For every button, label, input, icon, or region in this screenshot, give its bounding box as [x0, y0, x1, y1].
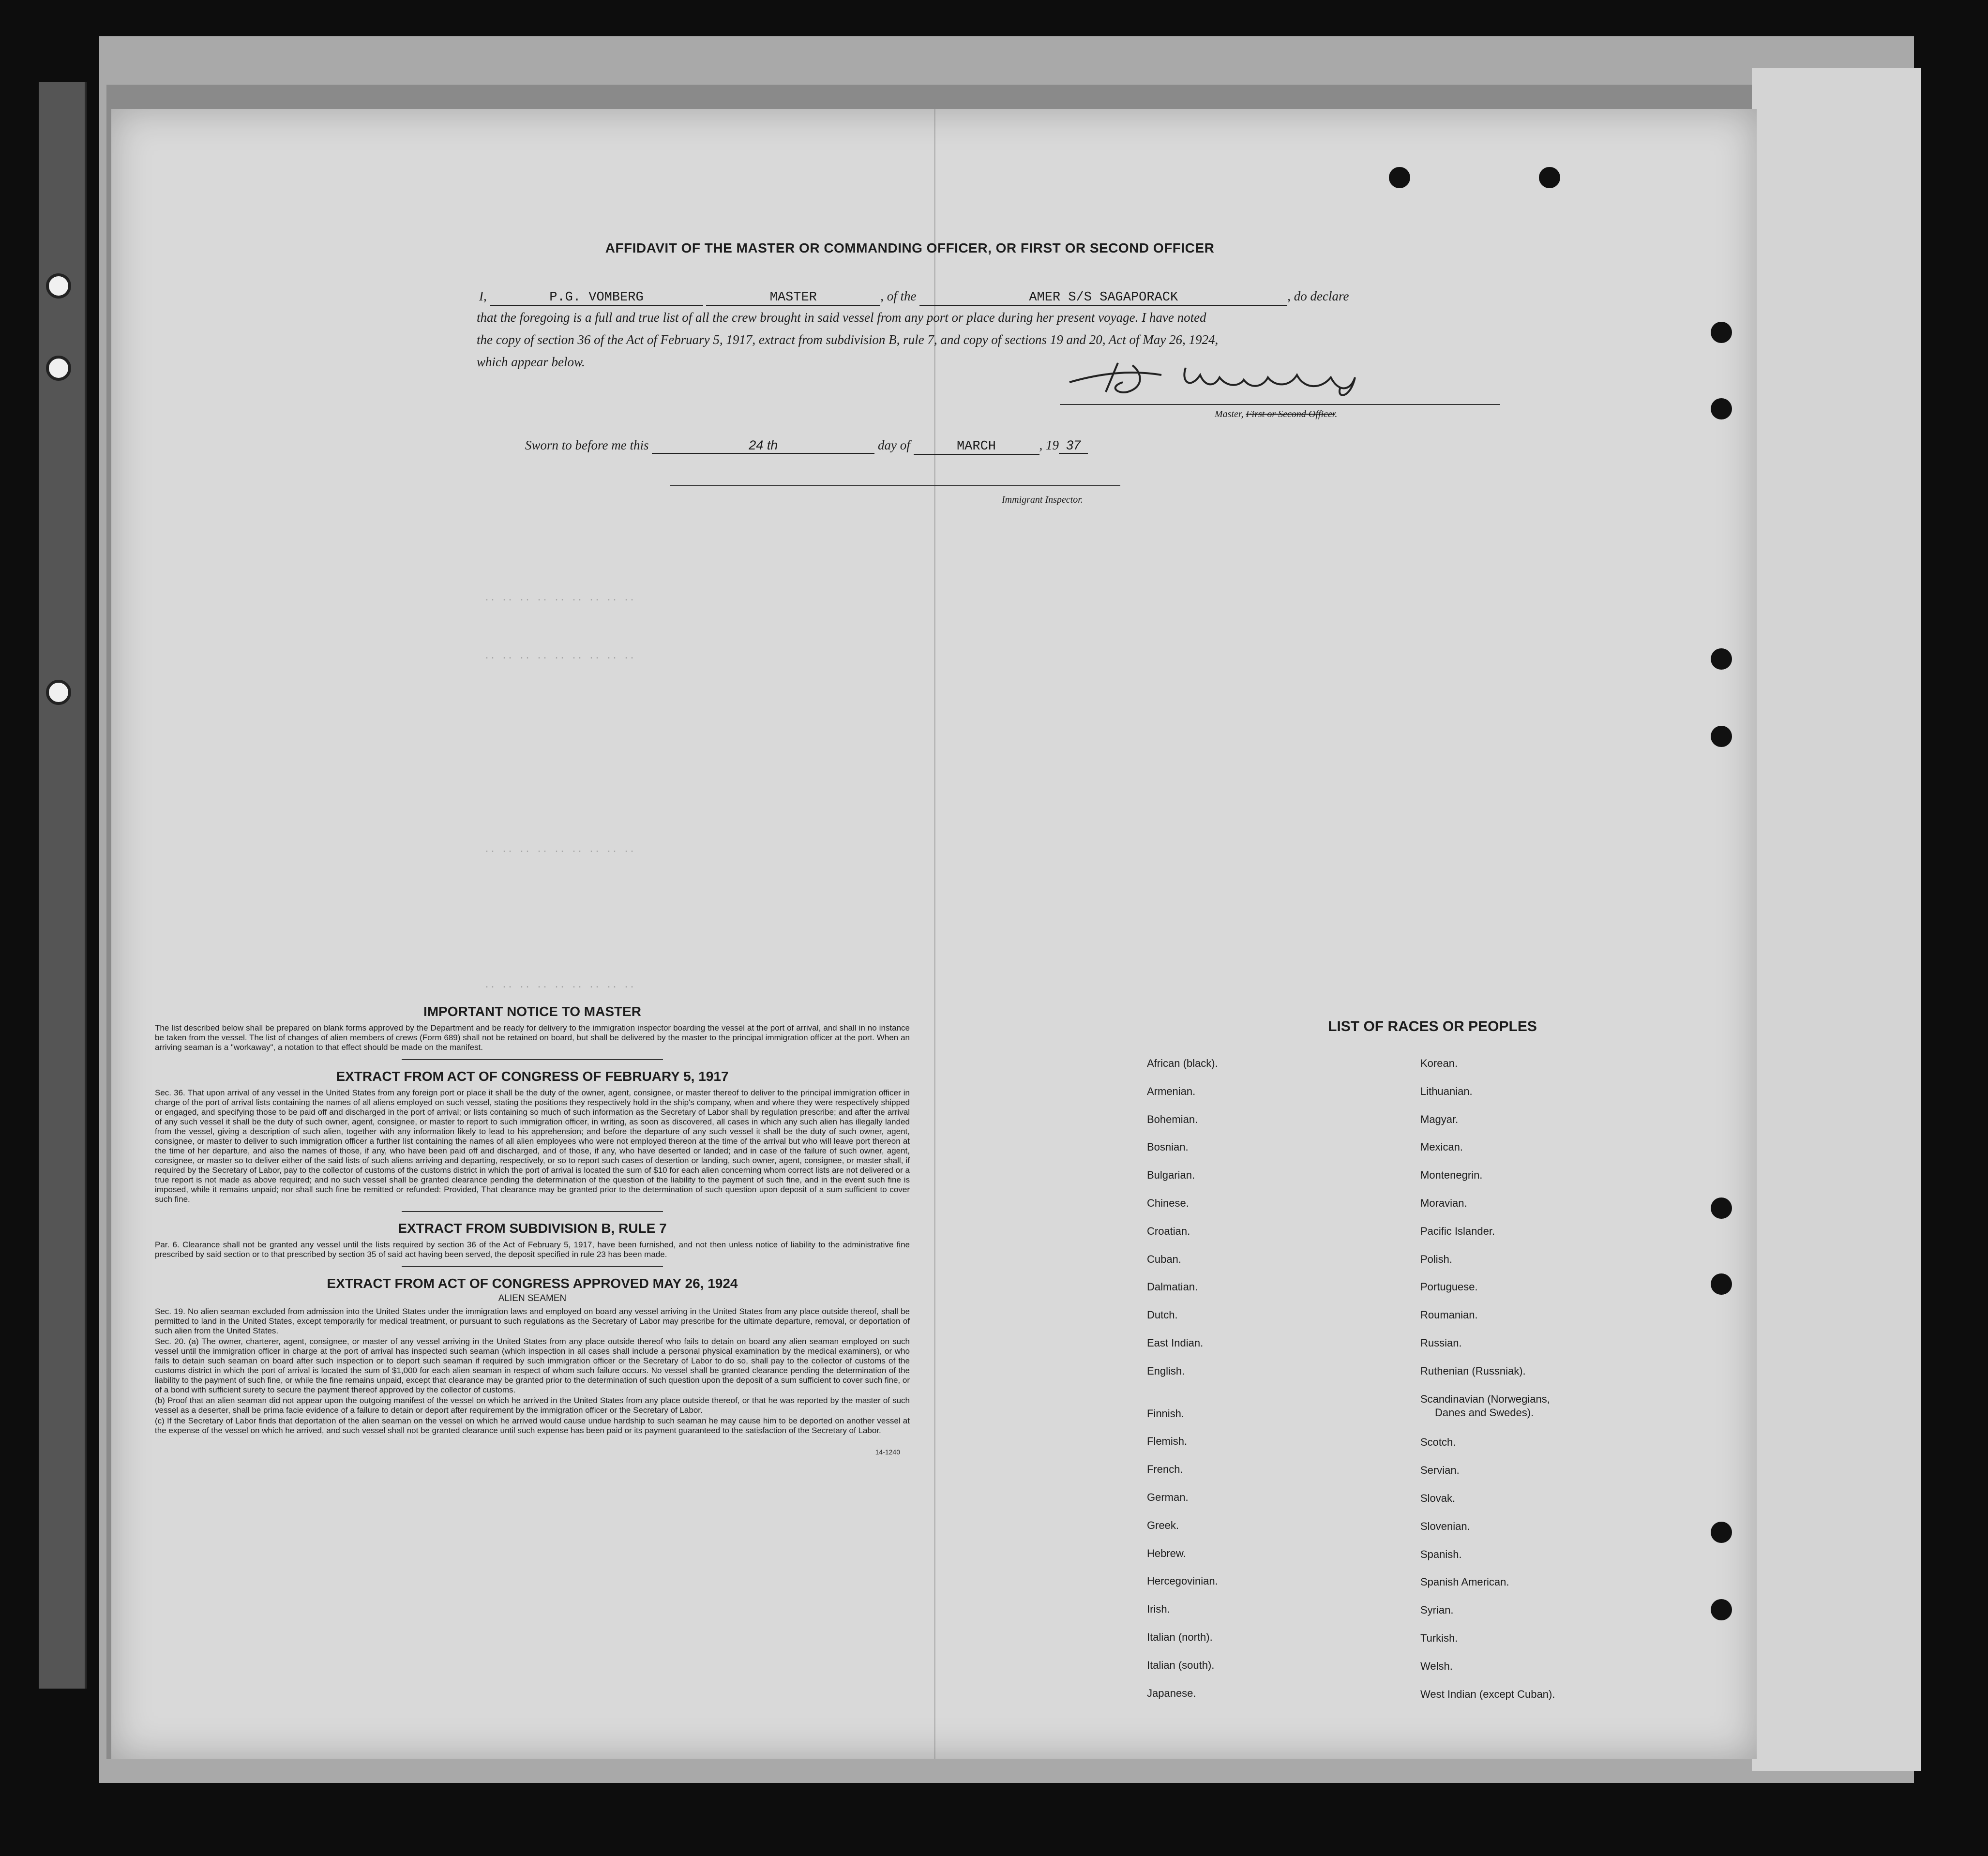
- extract-1924-subtitle: ALIEN SEAMEN: [498, 1293, 567, 1303]
- race-item: Welsh.: [1420, 1660, 1453, 1672]
- race-item: Chinese.: [1147, 1197, 1189, 1209]
- extract-rule7-text: Par. 6. Clearance shall not be granted any vessel until the lists required by section 36 of the Act of February 5, 1917, have been furnished, and not then unless notice of liability to the administrative fine prescribed by said section or to that prescribed by section 35 of said act having been served, the deposit specified in rule 23 has been made.: [155, 1240, 910, 1259]
- race-item: Polish.: [1420, 1253, 1453, 1265]
- bleed-through-text: .. .. .. .. .. .. .. .. ..: [484, 980, 635, 991]
- affidavit-body-line: the copy of section 36 of the Act of February 5, 1917, extract from subdivision B, rule 7, and copy of sections 19 and 20, Act of May 26, 1924,: [477, 332, 1219, 347]
- binder-ring: [46, 273, 71, 299]
- affidavit-body-line: which appear below.: [477, 355, 585, 369]
- extract-1924-sec20c: (c) If the Secretary of Labor finds that deportation of the alien seaman on the vessel on which he arrived would cause undue hardship to such seaman he may cause him to be deported on another vessel at the expense of the vessel on which he arrived, and such vessel shall not be granted clearance until such expense has been paid or its payment guaranteed to the satisfaction of the Secretary of Labor.: [155, 1416, 910, 1435]
- divider: [402, 1211, 663, 1212]
- race-item: Turkish.: [1420, 1632, 1458, 1644]
- bleed-through-text: .. .. .. .. .. .. .. .. ..: [484, 651, 635, 662]
- notice-title: IMPORTANT NOTICE TO MASTER: [423, 1004, 642, 1019]
- punch-hole: [1539, 167, 1560, 188]
- sworn-line: [525, 438, 1088, 455]
- race-item: Mexican.: [1420, 1141, 1463, 1153]
- punch-hole: [1711, 398, 1732, 419]
- affidavit-body-line: that the foregoing is a full and true list of all the crew brought in said vessel from any port or place during her present voyage. I have noted: [477, 310, 1206, 325]
- race-item: Bosnian.: [1147, 1141, 1189, 1153]
- binder-ring: [46, 356, 71, 381]
- binder-ring: [46, 680, 71, 705]
- race-item: Italian (north).: [1147, 1631, 1213, 1643]
- race-item: Flemish.: [1147, 1435, 1188, 1448]
- of-the-label: , of the: [880, 289, 917, 303]
- divider: [402, 1059, 663, 1060]
- extract-1924-title: EXTRACT FROM ACT OF CONGRESS APPROVED MAY 26, 1924: [327, 1276, 738, 1291]
- notices-column: [155, 1004, 910, 1456]
- underlying-page: [1752, 68, 1921, 1771]
- race-item: Spanish.: [1420, 1548, 1462, 1560]
- race-item: African (black).: [1147, 1057, 1218, 1069]
- race-item: Lithuanian.: [1420, 1085, 1473, 1097]
- punch-hole: [1711, 322, 1732, 343]
- bleed-through-text: .. .. .. .. .. .. .. .. ..: [484, 593, 635, 604]
- race-item: Scotch.: [1420, 1436, 1456, 1449]
- sworn-prefix: Sworn to before me this: [525, 438, 649, 452]
- extract-1917-title: EXTRACT FROM ACT OF CONGRESS OF FEBRUARY 5, 1917: [336, 1069, 729, 1084]
- form-number: 14-1240: [875, 1448, 900, 1456]
- extract-1924-sec20a: Sec. 20. (a) The owner, charterer, agent, consignee, or master of any vessel arriving in the United States from any place outside thereof who fails to detain on board any alien seaman employed on such vessel until the immigration officer in charge at the port of arrival has inspected such seaman (which inspection in all cases shall include a personal physical examination by the medical examiners), or who fails to detain such seaman on board after such inspection or to deport such seaman if required by such immigration officer or the Secretary of Labor to do so, shall pay to the collector of customs of the customs district in which the port of arrival is located the sum of $1,000 for each alien seaman in respect of whom such failure occurs. No vessel shall be granted clearance pending the determination of the liability to the payment of such fine, or while the fine remains unpaid, except that clearance may be granted prior to the determination of such question upon the deposit of a sum sufficient to cover such fine, or of a bond with sufficient surety to secure the payment thereof approved by the collector of customs.: [155, 1337, 910, 1394]
- race-item: Korean.: [1420, 1057, 1458, 1069]
- races-right-column: [1420, 1057, 1720, 1735]
- inspector-signature-line: [670, 485, 1120, 486]
- officer-rank-field: MASTER: [706, 290, 880, 306]
- races-title: LIST OF RACES OR PEOPLES: [1328, 1018, 1537, 1034]
- race-item: German.: [1147, 1491, 1189, 1503]
- year-prefix: , 19: [1039, 438, 1059, 452]
- race-item: Montenegrin.: [1420, 1169, 1483, 1182]
- signature-line: [1060, 404, 1500, 405]
- races-left-column: [1147, 1057, 1418, 1735]
- race-item: Dalmatian.: [1147, 1281, 1198, 1293]
- race-item: French.: [1147, 1463, 1183, 1476]
- extract-rule7-title: EXTRACT FROM SUBDIVISION B, RULE 7: [398, 1221, 667, 1236]
- binder-strip: [39, 82, 87, 1689]
- race-item: Italian (south).: [1147, 1659, 1215, 1671]
- sworn-month-field: MARCH: [914, 439, 1039, 455]
- bleed-through-text: .. .. .. .. .. .. .. .. ..: [484, 844, 635, 855]
- race-item: Croatian.: [1147, 1225, 1190, 1237]
- race-item: Hercegovinian.: [1147, 1575, 1218, 1587]
- signature-caption: [1215, 409, 1337, 420]
- race-item: Servian.: [1420, 1464, 1460, 1477]
- race-item: Magyar.: [1420, 1113, 1459, 1125]
- caption-period: .: [1335, 409, 1338, 419]
- race-item: Slovak.: [1420, 1492, 1456, 1504]
- race-item: Cuban.: [1147, 1253, 1181, 1265]
- affidavit-title: AFFIDAVIT OF THE MASTER OR COMMANDING OFFICER, OR FIRST OR SECOND OFFICER: [605, 240, 1215, 255]
- race-item: Ruthenian (Russniak).: [1420, 1364, 1526, 1377]
- race-item: Dutch.: [1147, 1309, 1178, 1321]
- vessel-name-field: AMER S/S SAGAPORACK: [919, 290, 1287, 306]
- master-signature: [1060, 353, 1437, 397]
- race-item: Danes and Swedes).: [1435, 1406, 1534, 1419]
- declaration-line: [479, 289, 1510, 306]
- race-item: Bohemian.: [1147, 1113, 1198, 1125]
- document-page: [111, 109, 1757, 1759]
- caption-struck-officer: First or Second Officer: [1246, 409, 1335, 419]
- punch-hole: [1711, 726, 1732, 747]
- race-item: East Indian.: [1147, 1337, 1204, 1349]
- race-item: English.: [1147, 1364, 1185, 1377]
- notice-text: The list described below shall be prepared on blank forms approved by the Department and be ready for delivery to the immigration inspector boarding the vessel at the port of arrival, and shall in no instance be taken from the vessel. The list of changes of alien members of crews (Form 689) shall not be retained on board, but shall be delivered by the master to the principal immigration officer at the port. When an arriving seaman is a "workaway", a notation to that effect should be made on the manifest.: [155, 1023, 910, 1052]
- race-item: Russian.: [1420, 1337, 1462, 1349]
- caption-master: Master,: [1215, 409, 1246, 419]
- extract-1924-sec20b: (b) Proof that an alien seaman did not appear upon the outgoing manifest of the vessel on which he arrived in the United States from any place outside thereof, or that he was reported by the master of such vessel as a deserter, shall be prima facie evidence of a failure to detain or deport after requirement by the immigration officer or the Secretary of Labor.: [155, 1396, 910, 1415]
- race-item: Scandinavian (Norwegians,: [1420, 1392, 1550, 1405]
- race-item: Pacific Islander.: [1420, 1225, 1495, 1237]
- i-label: I,: [479, 289, 487, 303]
- day-of-label: day of: [878, 438, 910, 452]
- race-item: Irish.: [1147, 1603, 1170, 1616]
- race-item: Slovenian.: [1420, 1520, 1470, 1532]
- race-item: West Indian (except Cuban).: [1420, 1688, 1555, 1700]
- extract-1924-sec19: Sec. 19. No alien seaman excluded from admission into the United States under the immigration laws and employed on board any vessel arriving in the United States from any place outside thereof, shall be permitted to land in the United States, except temporarily for medical treatment, or pursuant to such regulations as the Secretary of Labor may prescribe for the ultimate departure, removal, or deportation of such alien from the United States.: [155, 1307, 910, 1335]
- sworn-year-field: 37: [1059, 438, 1088, 454]
- divider: [402, 1266, 663, 1267]
- race-item: Hebrew.: [1147, 1547, 1186, 1559]
- race-item: Japanese.: [1147, 1687, 1196, 1699]
- officer-name-field: P.G. VOMBERG: [490, 290, 703, 306]
- race-item: Bulgarian.: [1147, 1169, 1195, 1182]
- punch-hole: [1389, 167, 1410, 188]
- race-item: Armenian.: [1147, 1085, 1196, 1097]
- race-item: Greek.: [1147, 1519, 1179, 1531]
- race-item: Roumanian.: [1420, 1309, 1478, 1321]
- do-declare-label: , do declare: [1287, 289, 1349, 303]
- extract-1917-text: Sec. 36. That upon arrival of any vessel in the United States from any foreign port or place it shall be the duty of the owner, agent, consignee, or master thereof to deliver to the principal immigration officer in charge of the port of arrival lists containing the names of all aliens employed on such vessel, stating the positions they respectively hold in the ship's company, when and where they were respectively shipped or engaged, and specifying those to be paid off and discharged in the port of arrival; or lists containing so much of such information as the Secretary of Labor shall by regulation prescribe; and after the arrival of any such vessel it shall be the duty of such owner, agent, consignee, or master to report to such immigration officer, in writing, as soon as discovered, all cases in which any such alien has illegally landed from the vessel, giving a description of such alien, together with any information likely to lead to his apprehension; and before the departure of any such vessel it shall be the duty of such owner, agent, consignee, or master to deliver to such immigration officer a further list containing the names of all alien employees who were not employed thereon at the time of the arrival but who will leave port thereon at the time of her departure, and also the names of those, if any, who have been paid off and discharged, and of those, if any, who have deserted or landed; and in case of the failure of such owner, agent, consignee, or master so to deliver either of the said lists of such aliens arriving and departing, respectively, or so to report such cases of desertion or landing, such owner, agent, consignee, or master shall, if required by the Secretary of Labor, pay to the collector of customs of the customs district in which the port of arrival is located the sum of $10 for each alien concerning whom correct lists are not delivered or a true report is not made as above required; and no such vessel shall be granted clearance pending the determination of the question of the liability to the payment of such fine, and in the event such fine is imposed, while it remains unpaid; nor shall such fine be remitted or refunded: Provided, That clearance may be granted prior to the determination of such question upon deposit of a sum sufficient to cover such fine.: [155, 1088, 910, 1204]
- race-item: Spanish American.: [1420, 1576, 1509, 1588]
- sworn-day-field: 24 th: [652, 438, 874, 454]
- race-item: Portuguese.: [1420, 1281, 1478, 1293]
- race-item: Finnish.: [1147, 1407, 1185, 1420]
- race-item: Syrian.: [1420, 1604, 1454, 1617]
- inspector-label: Immigrant Inspector.: [1002, 494, 1083, 505]
- race-item: Moravian.: [1420, 1197, 1467, 1209]
